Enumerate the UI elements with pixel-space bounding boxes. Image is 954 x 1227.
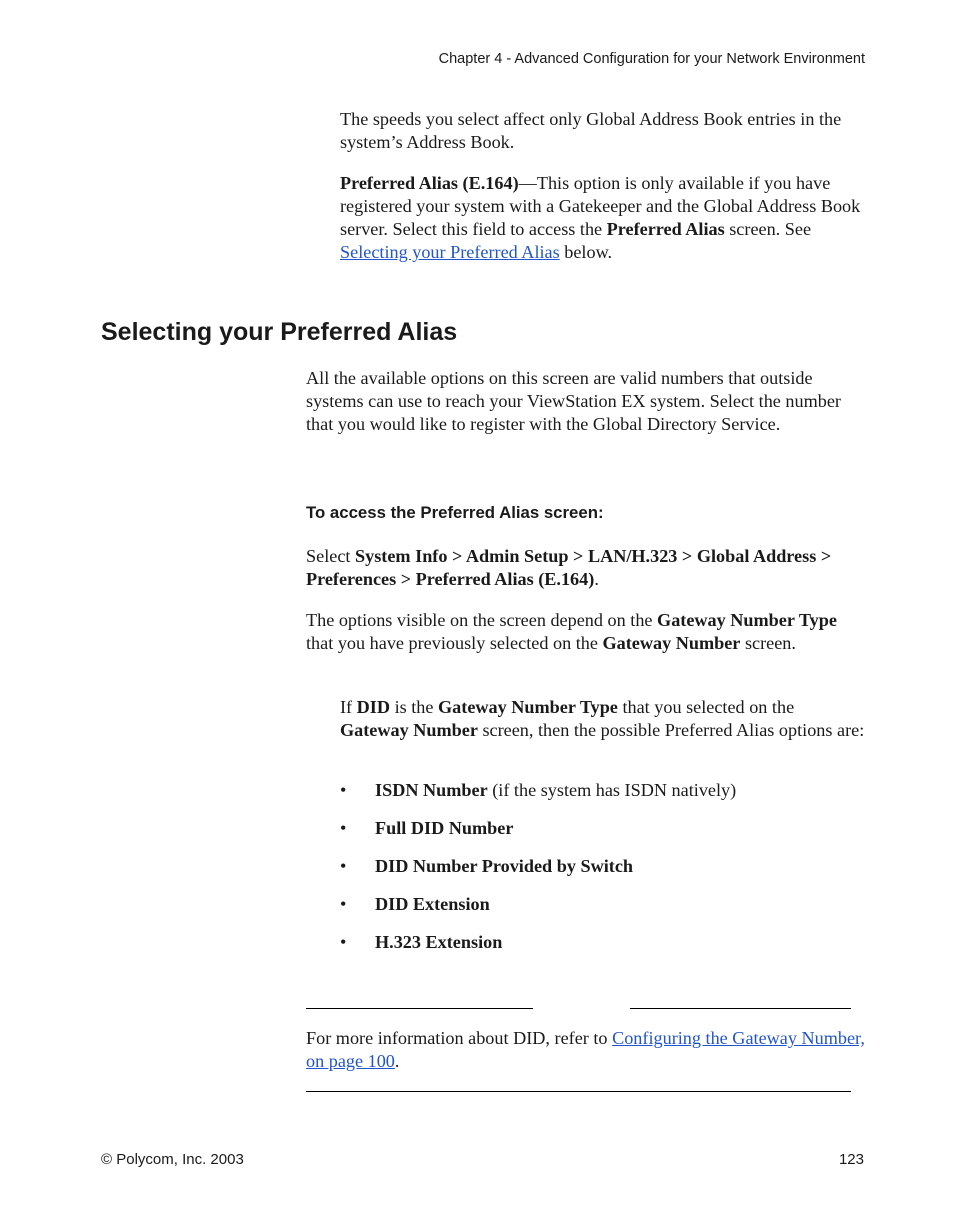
did-gateway-number-type-term: Gateway Number Type [438,697,618,717]
options-text-1: The options visible on the screen depend on the [306,610,658,630]
note-rule-left [306,1008,533,1009]
select-end: . [594,569,599,589]
option-note: (if the system has ISDN natively) [487,780,737,800]
selecting-preferred-alias-link[interactable]: Selecting your Preferred Alias [340,242,560,262]
preferred-alias-screen-name: Preferred Alias [606,219,725,239]
footer-copyright: © Polycom, Inc. 2003 [101,1151,244,1168]
preferred-alias-label: Preferred Alias (E.164) [340,173,519,193]
list-item [340,855,860,893]
configuring-gateway-number-link[interactable]: Configuring the Gateway Number, on page 100 [306,1028,865,1071]
alias-options-list [340,779,860,969]
bullet-icon: • [340,856,347,876]
note-rule-right [630,1008,851,1009]
did-text-1: If [340,697,357,717]
options-paragraph [306,609,868,655]
bullet-icon: • [340,894,347,914]
option-label: DID Number Provided by Switch [375,856,634,876]
list-item [340,931,860,969]
procedure-heading: To access the Preferred Alias screen: [306,503,604,522]
select-path-paragraph [306,545,868,591]
did-text-2: is the [390,697,439,717]
page-number: 123 [838,1151,864,1168]
preferred-alias-text: —This option is only available if you have registered your system with a Gatekeeper and the Global Address Book server. Select this field to access the [340,173,861,239]
preferred-alias-paragraph [340,172,865,264]
list-item [340,893,860,931]
did-text-3: that you selected on the [617,697,795,717]
did-text-4: screen, then the possible Preferred Alias options are: [477,720,865,740]
note-end: . [394,1051,400,1071]
list-item [340,779,860,817]
gateway-number-term: Gateway Number [602,633,741,653]
select-word: Select [306,546,355,566]
options-text-3: screen. [740,633,796,653]
did-term: DID [356,697,391,717]
note-rule-bottom [306,1091,851,1092]
see-text: screen. See [724,219,812,239]
bullet-icon: • [340,780,347,800]
note-text: For more information about DID, refer to [306,1028,613,1048]
did-paragraph [340,696,865,742]
did-gateway-number-term: Gateway Number [340,720,478,740]
option-label: Full DID Number [375,818,514,838]
speeds-paragraph: The speeds you select affect only Global Address Book entries in the system’s Address Book. [340,109,842,152]
option-label: ISDN Number [375,780,488,800]
menu-path: System Info > Admin Setup > LAN/H.323 > Global Address > Preferences > Preferred Alias (E.164) [306,546,832,589]
options-text-2: that you have previously selected on the [306,633,603,653]
gateway-number-type-term: Gateway Number Type [657,610,837,630]
bullet-icon: • [340,818,347,838]
note-paragraph [306,1027,872,1073]
bullet-icon: • [340,932,347,952]
option-label: DID Extension [375,894,490,914]
running-header: Chapter 4 - Advanced Configuration for your Network Environment [438,51,865,67]
list-item [340,817,860,855]
section-title: Selecting your Preferred Alias [101,318,458,346]
section-description: All the available options on this screen are valid numbers that outside systems can use to reach your ViewStation EX system. Select the number that you would like to register with the Global Directory Service. [306,368,841,434]
below-text: below. [559,242,613,262]
option-label: H.323 Extension [375,932,503,952]
